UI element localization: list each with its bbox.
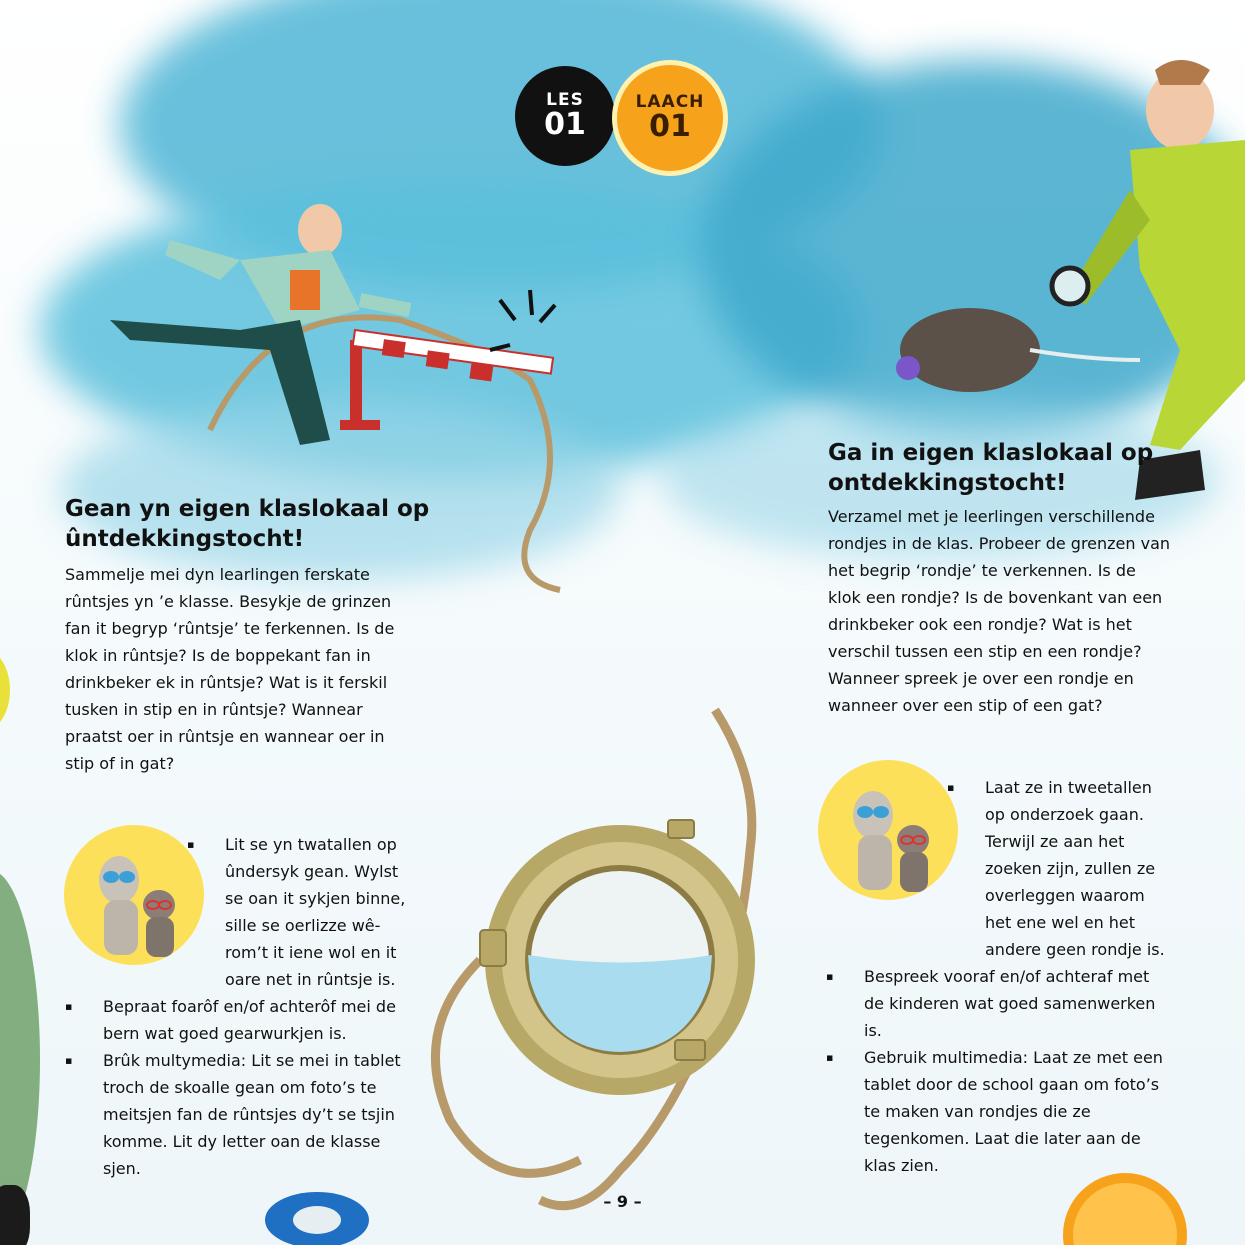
left-heading [65,494,445,554]
dog-cat-circle-left [64,825,204,965]
right-bullet-item: ▪ Laat ze in tweetallen op onderzoek gaan. Terwijl ze aan het zoeken zijn, zullen ze overleggen waarom het ene wel en het andere geen rondje is. [947,774,1167,963]
laach-badge [612,60,728,176]
dog-cat-circle-right [818,760,958,900]
dog-cat-icon [818,760,958,900]
left-paragraph: Sammelje mei dyn learlingen ferskate rûntsjes yn ’e klasse. Besykje de grinzen fan it begryp ‘rûntsje’ te ferkennen. Is de klok in rûntsje? Is de boppekant fan in drinkbeker ek in rûntsje? Wat is it ferskil tusken in stip en in rûntsje? Wannear praatst oer in rûntsje en wannear oer in stip of in gat? [65,565,395,773]
right-heading-line2: ontdekkingstocht! [828,470,1067,496]
dog-cat-icon [64,825,204,965]
right-heading-line1: Ga in eigen klaslokaal op [828,440,1154,466]
page-number: – 9 – [603,1192,642,1211]
laach-badge-label: LAACH [635,92,705,112]
left-bullet-item: ▪ Brûk multymedia: Lit se mei in tablet troch de skoalle gean om foto’s te meitsjen fan de rûntsjes dy’t se tsjin komme. Lit dy letter oan de klasse sjen. [65,1047,417,1182]
right-heading [828,438,1208,498]
right-bullet-list-first [947,774,1167,963]
porthole-with-rope-illustration [420,700,820,1220]
les-badge-number: 01 [544,107,586,142]
left-bullet-item: ▪ Lit se yn twatallen op ûndersyk gean. Wylst se oan it sykjen binne, sille se oerlizze wêrom’t it iene wol en it oare net in rûntsje is. [187,831,417,993]
les-badge [515,66,615,166]
right-bullet-item: ▪ Gebruik multimedia: Laat ze met een tablet door de school gaan om foto’s te maken van rondjes die ze tegenkomen. Laat die later aan de klas zien. [826,1044,1171,1179]
left-bullet-list-rest [65,993,417,1182]
laach-badge-number: 01 [649,109,691,144]
right-bullet-item: ▪ Bespreek vooraf en/of achteraf met de kinderen wat goed samenwerken is. [826,963,1171,1044]
left-bullet-list-first [187,831,417,993]
left-heading-line1: Gean yn eigen klaslokaal op [65,496,430,522]
right-bullet-list-rest [826,963,1171,1179]
yellow-ball-decoration [0,650,10,730]
right-paragraph: Verzamel met je leerlingen verschillende rondjes in de klas. Probeer de grenzen van het begrip ‘rondje’ te verkennen. Is de klok een rondje? Is de bovenkant van een drinkbeker ook een rondje? Wat is het verschil tussen een stip en een rondje? Wanneer spreek je over een rondje en wanneer over een stip of een gat? [828,507,1171,715]
left-bullet-item: ▪ Bepraat foarôf en/of achterôf mei de bern wat goed gearwurkjen is. [65,993,417,1047]
left-heading-line2: ûntdekkingstocht! [65,526,305,552]
les-badge-label: LES [546,90,584,110]
